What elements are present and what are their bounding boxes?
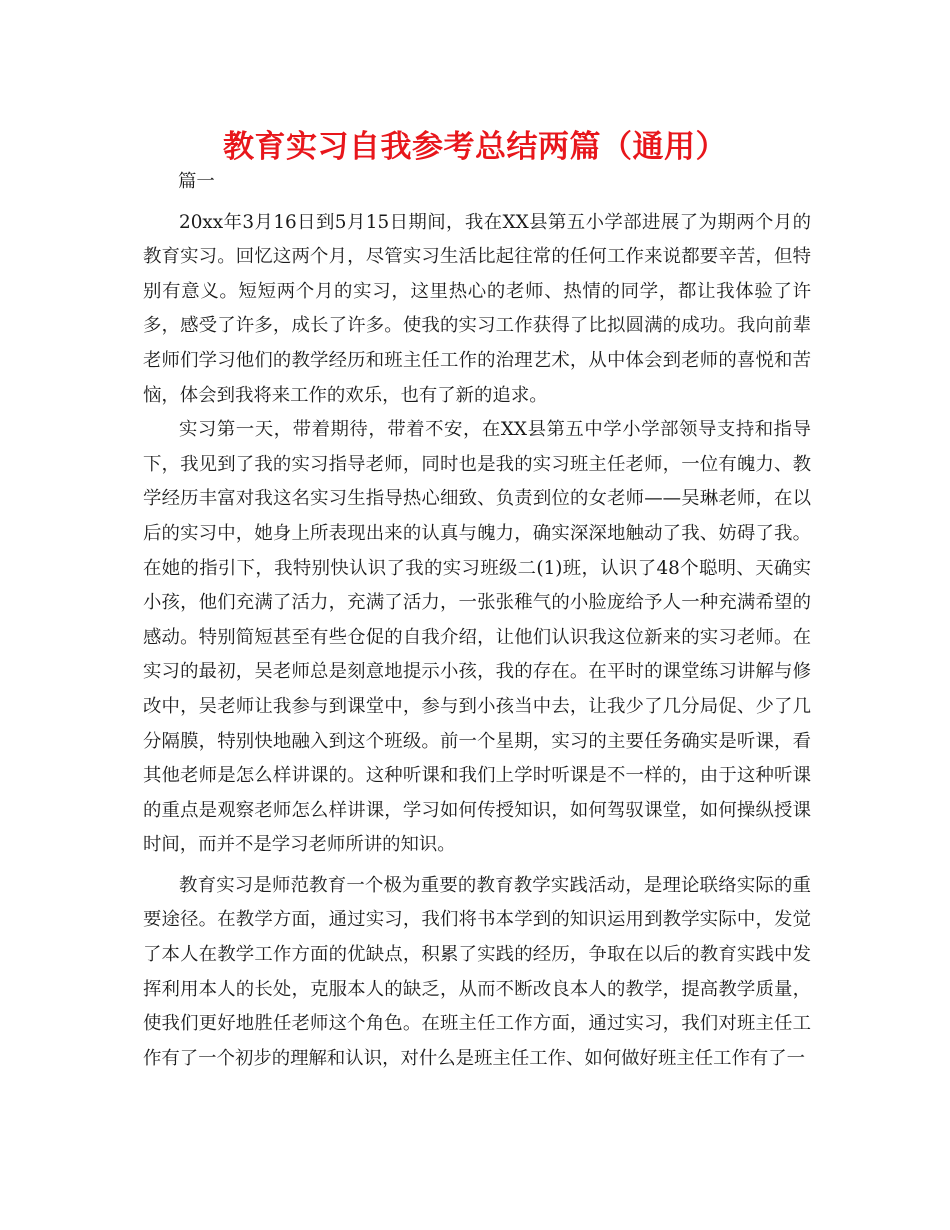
paragraph-3: 教育实习是师范教育一个极为重要的教育教学实践活动，是理论联络实际的重要途径。在教学方面，通过实习，我们将书本学到的知识运用到教学实际中，发觉了本人在教学工作方面的优缺点，积累了实践的经历，争取在以后的教育实践中发挥利用本人的长处，克服本人的缺乏，从而不断改良本人的教学，提高教学质量，使我们更好地胜任老师这个角色。在班主任工作方面，通过实习，我们对班主任工作有了一个初步的理解和认识，对什么是班主任工作、如何做好班主任工作有了一 [143, 874, 811, 1069]
section-label: 篇一 [178, 171, 215, 192]
paragraph-2: 实习第一天，带着期待，带着不安，在XX县第五中学小学部领导支持和指导下，我见到了我的实习指导老师，同时也是我的实习班主任老师，一位有魄力、教学经历丰富对我这名实习生指导热心细致、负责到位的女老师——吴琳老师，在以后的实习中，她身上所表现出来的认真与魄力，确实深深地触动了我、妨碍了我。在她的指引下，我特别快认识了我的实习班级二(1)班，认识了48个聪明、天确实小孩，他们充满了活力，充满了活力，一张张稚气的小脸庞给予人一种充满希望的感动。特别简短甚至有些仓促的自我介绍，让他们认识我这位新来的实习老师。在实习的最初，吴老师总是刻意地提示小孩，我的存在。在平时的课堂练习讲解与修改中，吴老师让我参与到课堂中，参与到小孩当中去，让我少了几分局促、少了几分隔膜，特别快地融入到这个班级。前一个星期，实习的主要任务确实是听课，看其他老师是怎么样讲课的。这种听课和我们上学时听课是不一样的，由于这种听课的重点是观察老师怎么样讲课，学习如何传授知识，如何驾驭课堂，如何操纵授课时间，而并不是学习老师所讲的知识。 [143, 419, 811, 856]
document-body [143, 165, 811, 1076]
document-title: 教育实习自我参考总结两篇（通用） [223, 129, 727, 165]
paragraph-1: 20xx年3月16日到5月15日期间，我在XX县第五小学部进展了为期两个月的教育实习。回忆这两个月，尽管实习生活比起往常的任何工作来说都要辛苦，但特别有意义。短短两个月的实习，这里热心的老师、热情的同学，都让我体验了许多，感受了许多，成长了许多。使我的实习工作获得了比拟圆满的成功。我向前辈老师们学习他们的教学经历和班主任工作的治理艺术，从中体会到老师的喜悦和苦恼，体会到我将来工作的欢乐，也有了新的追求。 [143, 211, 811, 406]
